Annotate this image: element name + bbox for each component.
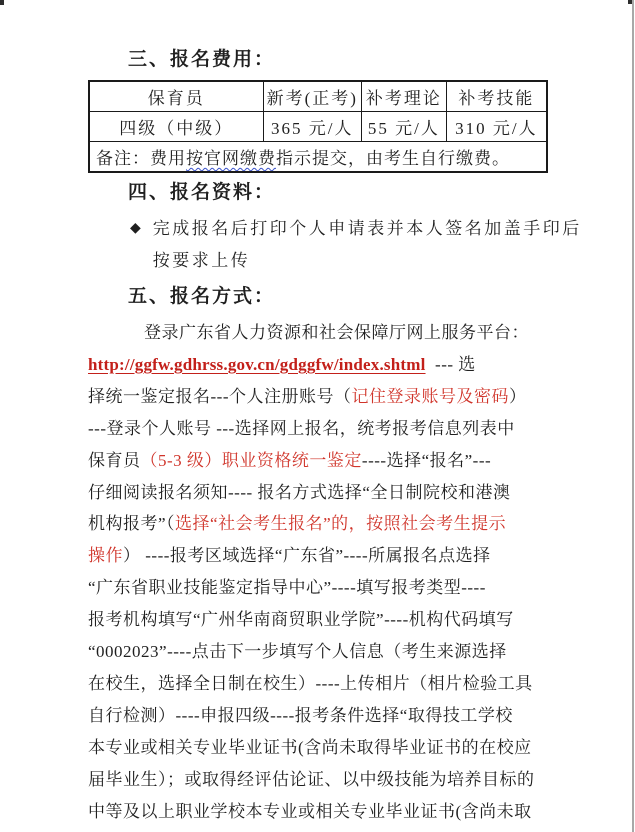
paragraph-line	[88, 604, 550, 636]
fee-table-header-row	[89, 81, 547, 112]
diamond-bullet-icon: ◆	[130, 221, 141, 236]
paragraph-line	[88, 540, 550, 572]
materials-bullet-text	[153, 213, 582, 277]
materials-line: 按要求上传	[152, 251, 251, 270]
document-content	[88, 40, 582, 828]
fee-table-header-retake-theory: 补考理论	[362, 81, 447, 112]
section-materials-heading: 四、报名资料：	[128, 182, 276, 203]
fee-table-header-new-exam: 新考(正考)	[263, 81, 361, 112]
fee-retake-theory-cell: 55 元/人	[362, 112, 447, 142]
text-segment: 仔细阅读报名须知---- 报名方式选择“全日制院校和港澳	[88, 482, 511, 502]
paragraph-line	[88, 317, 550, 349]
paragraph-line	[88, 636, 550, 668]
paragraph-line	[88, 381, 550, 413]
fee-level-cell: 四级（中级）	[89, 112, 263, 142]
materials-line: 完成报名后打印个人申请表并本人签名加盖手印后	[152, 219, 582, 238]
text-segment: 届毕业生）；或取得经评估论证、以中级技能为培养目标的	[88, 769, 535, 789]
fee-table-data-row	[89, 112, 547, 142]
section-fee-heading: 三、报名费用：	[128, 49, 276, 70]
text-segment: 在校生，选择全日制在校生）----上传相片（相片检验工具	[88, 673, 533, 693]
text-segment: 中等及以上职业学校本专业或相关专业毕业证书(含尚未取	[88, 801, 532, 821]
text-segment: ） ----报考区域选择“广东省”----所属报名点选择	[123, 546, 491, 566]
fee-table	[88, 80, 548, 173]
red-emphasis-text: 记住登录账号及密码	[351, 386, 509, 406]
paragraph-line	[88, 764, 550, 796]
text-segment: ---登录个人账号 ---选择网上报名，统考报考信息列表中	[88, 418, 515, 438]
text-segment: ）	[508, 386, 527, 406]
paragraph-line	[88, 668, 550, 700]
text-segment: “0002023”----点击下一步填写个人信息（考生来源选择	[88, 642, 507, 662]
fee-table-header-occupation: 保育员	[89, 81, 263, 112]
text-segment: --- 选	[425, 354, 476, 374]
fee-new-exam-cell: 365 元/人	[263, 112, 361, 142]
paragraph-line	[88, 477, 550, 509]
text-segment: “广东省职业技能鉴定指导中心”----填写报考类型----	[88, 578, 486, 598]
scan-artifact-top-left	[0, 0, 4, 5]
fee-table-header-retake-skill: 补考技能	[446, 81, 547, 112]
text-segment: 登录广东省人力资源和社会保障厅网上服务平台：	[144, 323, 529, 342]
text-segment: 本专业或相关专业毕业证书(含尚未取得毕业证书的在校应	[88, 737, 532, 757]
fee-retake-skill-cell: 310 元/人	[446, 112, 547, 142]
paragraph-line	[88, 796, 550, 828]
fee-note-suffix: 指示提交，由考生自行缴费。	[276, 149, 510, 168]
text-segment: 自行检测）----申报四级----报考条件选择“取得技工学校	[88, 705, 513, 725]
paragraph-line	[88, 445, 550, 477]
red-emphasis-text: （5-3 级）职业资格统一鉴定	[140, 450, 362, 470]
fee-note-cell	[89, 142, 547, 173]
paragraph-line	[88, 732, 550, 764]
text-segment: 机构报考”（	[88, 514, 176, 534]
materials-bullet-item	[130, 213, 582, 277]
paragraph-line	[88, 572, 550, 604]
page-right-edge-line	[632, 0, 634, 832]
paragraph-line	[88, 700, 550, 732]
red-emphasis-text: 选择“社会考生报名”的，按照社会考生提示	[175, 514, 507, 534]
method-paragraph	[88, 317, 550, 828]
registration-url-link[interactable]: http://ggfw.gdhrss.gov.cn/gdggfw/index.shtml	[88, 354, 426, 374]
fee-table-note-row	[89, 142, 547, 173]
section-method-heading: 五、报名方式：	[128, 286, 276, 307]
text-segment: ----选择“报名”---	[361, 450, 492, 470]
fee-note-spellcheck-underline: 按官网缴费	[186, 149, 276, 168]
fee-note-prefix: 备注：费用	[96, 149, 186, 168]
paragraph-line	[88, 413, 550, 445]
paragraph-line	[88, 508, 550, 540]
text-segment: 保育员	[88, 450, 141, 470]
paragraph-line	[88, 349, 550, 381]
red-emphasis-text: 操作	[88, 546, 123, 566]
text-segment: 报考机构填写“广州华南商贸职业学院”----机构代码填写	[88, 610, 514, 630]
text-segment: 择统一鉴定报名---个人注册账号（	[88, 386, 352, 406]
